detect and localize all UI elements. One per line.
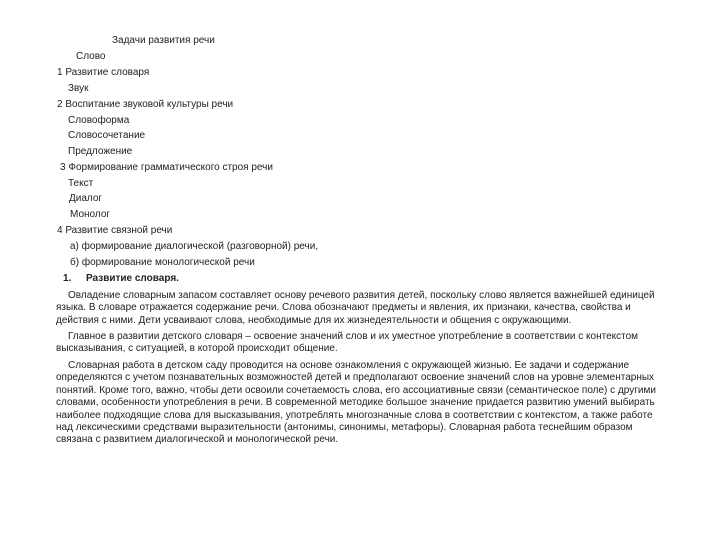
section-number: 1. — [63, 273, 72, 284]
paragraph-text: Главное в развитии детского словаря – освоение значений слов и их уместное употребление в соответствии с контекстом высказывания, с ситуацией, в которой происходит общение. — [56, 331, 639, 355]
page-title: Задачи развития речи — [112, 35, 215, 46]
outline-item: Диалог — [69, 193, 103, 204]
section-heading: Развитие словаря. — [86, 273, 179, 284]
outline-item: а) формирование диалогической (разговорной) речи, — [70, 241, 319, 252]
outline-item: 3 Формирование грамматического строя речи — [60, 162, 273, 173]
outline-item: Текст — [68, 178, 94, 189]
outline-item: 2 Воспитание звуковой культуры речи — [57, 99, 234, 110]
outline-item: Монолог — [70, 209, 111, 220]
outline-item: Звук — [68, 83, 89, 94]
body-paragraph — [56, 360, 672, 447]
outline-item: 1 Развитие словаря — [57, 67, 150, 78]
outline-item: Предложение — [68, 146, 133, 157]
paragraph-text: Овладение словарным запасом составляет основу речевого развития детей, поскольку слово является важнейшей единицей языка. В словаре отражается содержание речи. Слова обозначают предметы и явления, их признаки, качества, свойства и действия с ними. Дети усваивают слова, необходимые для их жизнедеятельности и общения с окружающими. — [56, 290, 655, 326]
outline-item: б) формирование монологической речи — [70, 257, 255, 268]
outline-item: Словосочетание — [68, 130, 146, 141]
outline-item: 4 Развитие связной речи — [57, 225, 173, 236]
outline-item: Слово — [76, 51, 106, 62]
paragraph-text: Словарная работа в детском саду проводится на основе ознакомления с окружающей жизнью. Ее задачи и содержание определяются с учетом познавательных возможностей детей и предполагают освоение значений слов на уровне элементарных понятий. Кроме того, важно, чтобы дети освоили сочетаемость слова, его ассоциативные связи (семантическое поле) с другими словами, особенности употребления в речи. В современной методике большое значение придается развитию умений выбирать наиболее подходящие слова для высказывания, употреблять многозначные слова в соответствии с контекстом, а также работе над лексическими средствами выразительности (антонимы, синонимы, метафоры). Словарная работа теснейшим образом связана с развитием диалогической и монологической речи. — [56, 360, 656, 446]
body-paragraph — [56, 331, 672, 356]
body-paragraph — [56, 290, 672, 327]
outline-item: Словоформа — [68, 115, 130, 126]
